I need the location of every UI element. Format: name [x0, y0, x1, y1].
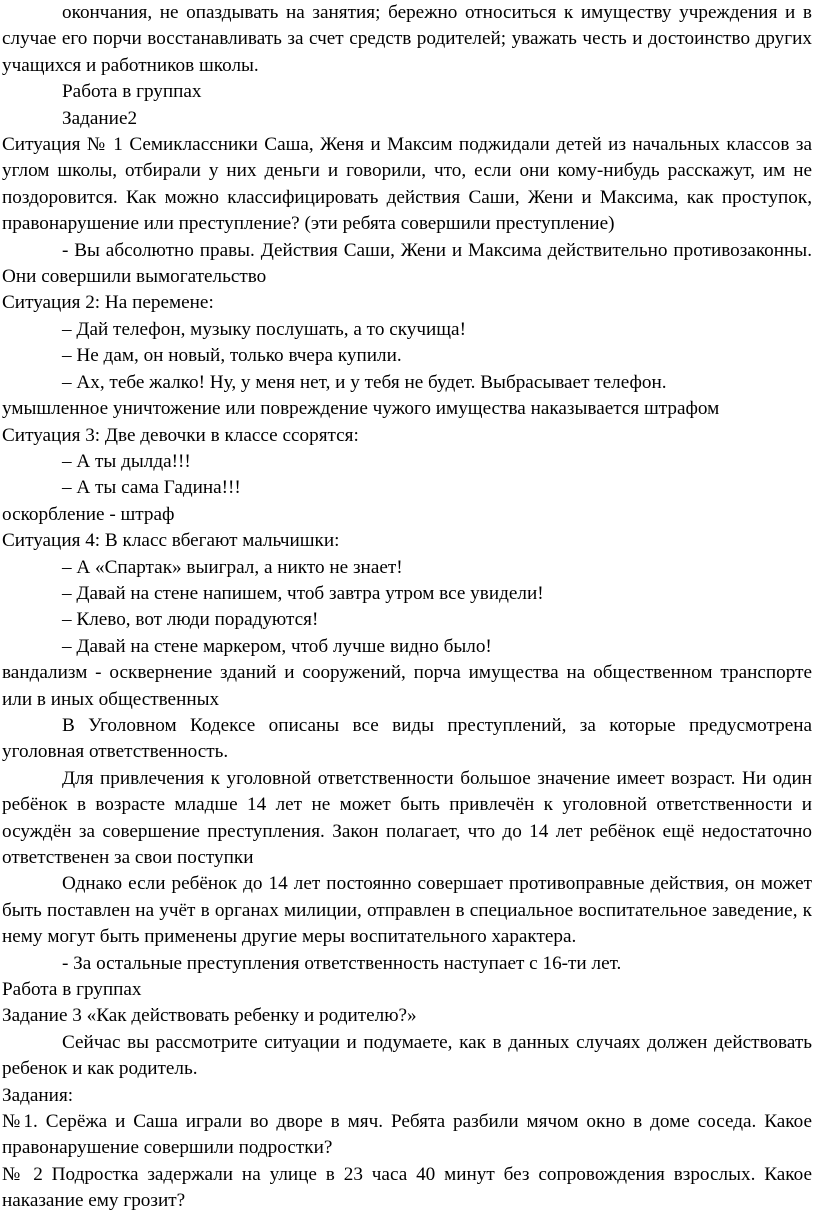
- paragraph-situation-3-heading: Ситуация 3: Две девочки в классе ссорятся:: [2, 424, 359, 446]
- dialogue-line: – Не дам, он новый, только вчера купили.: [62, 345, 402, 367]
- paragraph-age-16: - За остальные преступления ответственность наступает с 16-ти лет.: [62, 952, 622, 974]
- paragraph-criminal-code: В Уголовном Кодексе описаны все виды преступлений, за которые предусмотрена уголовная ответственность.: [2, 714, 812, 763]
- paragraph-situation-4-answer: вандализм - осквернение зданий и сооружений, порча имущества на общественном транспорте или в иных общественных: [2, 662, 812, 710]
- dialogue-line: – Ах, тебе жалко! Ну, у меня нет, и у тебя не будет. Выбрасывает телефон.: [62, 371, 667, 393]
- paragraph-under-14: Однако если ребёнок до 14 лет постоянно совершает противоправные действия, он может быть поставлен на учёт в органах милиции, отправлен в специальное воспитательное заведение, к нему могут быть применены другие меры воспитательного характера.: [2, 873, 812, 948]
- paragraph-tasks-heading: Задания:: [2, 1084, 74, 1106]
- paragraph-task-item-2: № 2 Подростка задержали на улице в 23 часа 40 минут без сопровождения взрослых. Какое наказание ему грозит?: [2, 1163, 812, 1212]
- dialogue-line: – Дай телефон, музыку послушать, а то скучища!: [62, 318, 466, 340]
- paragraph-age-liability: Для привлечения к уголовной ответственности большое значение имеет возраст. Ни один ребёнок в возрасте младше 14 лет не может быть привлечён к уголовной ответственности и осуждён за совершение преступления. Закон полагает, что до 14 лет ребёнок ещё недостаточно ответственен за свои поступки: [2, 767, 812, 868]
- paragraph-task-3-heading: Задание 3 «Как действовать ребенку и родителю?»: [2, 1005, 417, 1027]
- paragraph-situation-3-answer: оскорбление - штраф: [2, 503, 175, 525]
- paragraph-situation-2-answer: умышленное уничтожение или повреждение чужого имущества наказывается штрафом: [2, 398, 720, 420]
- paragraph-situation-1-answer: - Вы абсолютно правы. Действия Саши, Жени и Максима действительно противозаконны. Они совершили вымогательство: [2, 239, 812, 288]
- paragraph-situation-4-heading: Ситуация 4: В класс вбегают мальчишки:: [2, 530, 340, 552]
- dialogue-line: – Давай на стене маркером, чтоб лучше видно было!: [62, 635, 492, 657]
- dialogue-line: – А ты сама Гадина!!!: [62, 477, 241, 499]
- dialogue-line: – А «Спартак» выиграл, а никто не знает!: [62, 556, 403, 578]
- dialogue-line: – Давай на стене напишем, чтоб завтра утром все увидели!: [62, 582, 544, 604]
- dialogue-line: – Клево, вот люди порадуются!: [62, 609, 319, 631]
- paragraph-task-3-intro: Сейчас вы рассмотрите ситуации и подумаете, как в данных случаях должен действовать ребенок и как родитель.: [2, 1031, 812, 1080]
- dialogue-line: – А ты дылда!!!: [62, 450, 191, 472]
- paragraph-task-2-heading: Задание2: [62, 107, 138, 129]
- paragraph-rules-continuation: окончания, не опаздывать на занятия; бережно относиться к имуществу учреждения и в случае его порчи восстанавливать за счет средств родителей; уважать честь и достоинство других учащихся и работников школы.: [2, 2, 812, 76]
- paragraph-situation-2-heading: Ситуация 2: На перемене:: [2, 292, 214, 314]
- paragraph-task-item-1: №1. Серёжа и Саша играли во дворе в мяч. Ребята разбили мячом окно в доме соседа. Какое правонарушение совершили подростки?: [2, 1111, 812, 1159]
- paragraph-group-work-heading: Работа в группах: [62, 81, 202, 103]
- paragraph-situation-1: Ситуация № 1 Семиклассники Саша, Женя и Максим поджидали детей из начальных классов за углом школы, отбирали у них деньги и говорили, что, если они кому-нибудь расскажут, им не поздоровится. Как можно классифицировать действия Саши, Жени и Максима, как проступок, правонарушение или преступление? (эти ребята совершили преступление): [2, 134, 812, 235]
- paragraph-group-work-heading-2: Работа в группах: [2, 979, 142, 1001]
